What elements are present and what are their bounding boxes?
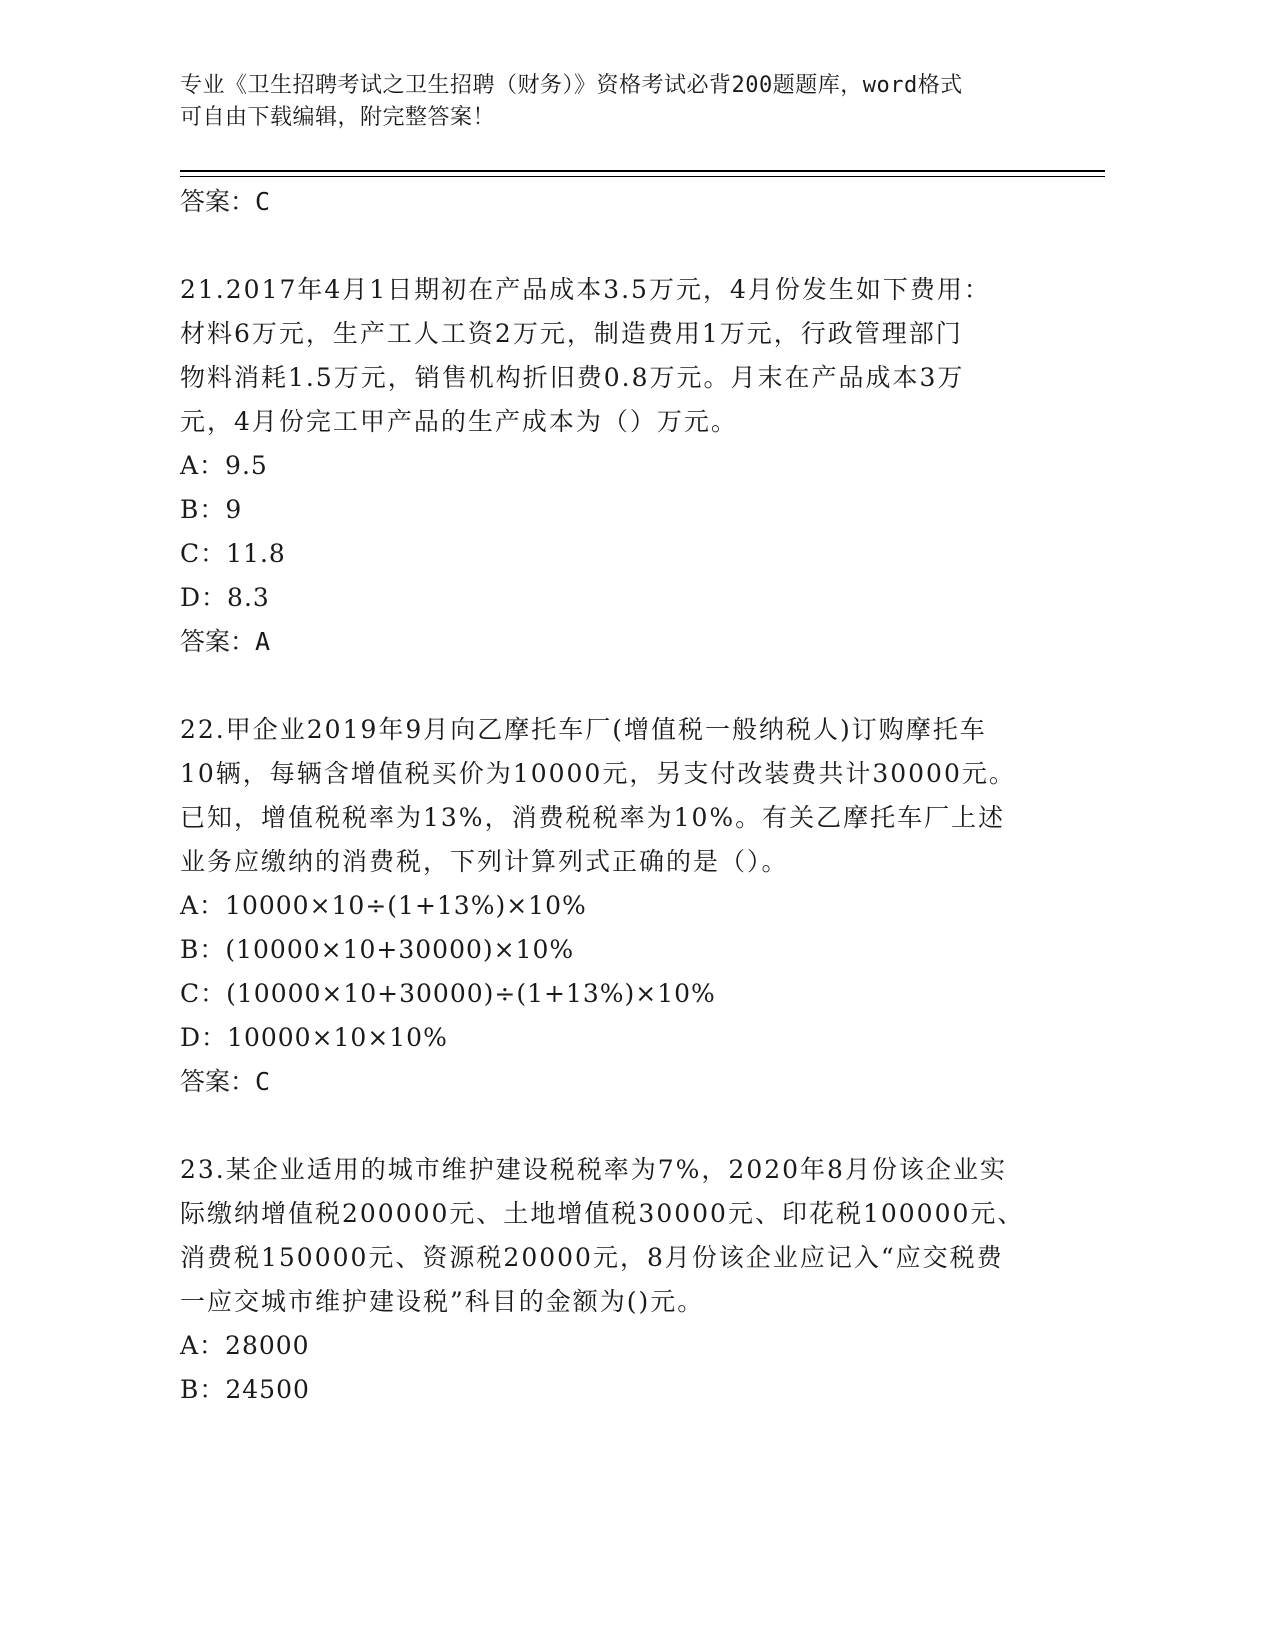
option-c: C：(10000×10+30000)÷(1+13%)×10%	[180, 979, 716, 1008]
question-text-line: 消费税150000元、资源税20000元，8月份该企业应记入“应交税费	[180, 1243, 1004, 1272]
question-text-line: 际缴纳增值税200000元、土地增值税30000元、印花税100000元、	[180, 1199, 1025, 1228]
option-a: A：10000×10÷(1+13%)×10%	[180, 891, 587, 920]
question-text-line: 材料6万元，生产工人工资2万元，制造费用1万元，行政管理部门	[180, 319, 963, 348]
question-22	[180, 708, 1080, 1104]
document-header	[180, 70, 1040, 134]
header-rule-thick	[180, 170, 1105, 172]
option-d: D：8.3	[180, 583, 270, 612]
question-text-line: 已知，增值税税率为13%，消费税税率为10%。有关乙摩托车厂上述	[180, 803, 1006, 832]
question-21	[180, 268, 1080, 664]
option-b: B：(10000×10+30000)×10%	[180, 935, 575, 964]
question-answer: 答案：C	[180, 1067, 271, 1096]
question-text-line: 21.2017年4月1日期初在产品成本3.5万元，4月份发生如下费用：	[180, 275, 991, 304]
question-text-line: 10辆，每辆含增值税买价为10000元，另支付改装费共计30000元。	[180, 759, 1016, 788]
question-text-line: 元，4月份完工甲产品的生产成本为（）万元。	[180, 407, 738, 436]
option-a: A：9.5	[180, 451, 268, 480]
header-line-2: 可自由下载编辑，附完整答案！	[180, 105, 496, 130]
option-d: D：10000×10×10%	[180, 1023, 448, 1052]
option-c: C：11.8	[180, 539, 286, 568]
question-text-line: 一应交城市维护建设税”科目的金额为()元。	[180, 1287, 705, 1316]
option-a: A：28000	[180, 1331, 310, 1360]
question-text-line: 22.甲企业2019年9月向乙摩托车厂(增值税一般纳税人)订购摩托车	[180, 715, 987, 744]
question-23	[180, 1148, 1080, 1412]
previous-answer: 答案：C	[180, 187, 271, 216]
question-text-line: 23.某企业适用的城市维护建设税税率为7%，2020年8月份该企业实	[180, 1155, 1007, 1184]
option-b: B：9	[180, 495, 243, 524]
header-line-1: 专业《卫生招聘考试之卫生招聘（财务）》资格考试必背200题题库，word格式	[180, 73, 963, 98]
question-text-line: 业务应缴纳的消费税，下列计算列式正确的是（）。	[180, 847, 789, 876]
question-answer: 答案：A	[180, 627, 271, 656]
document-content	[180, 180, 1080, 1412]
header-rule-thin	[180, 176, 1105, 177]
option-b: B：24500	[180, 1375, 310, 1404]
question-text-line: 物料消耗1.5万元，销售机构折旧费0.8万元。月末在产品成本3万	[180, 363, 965, 392]
